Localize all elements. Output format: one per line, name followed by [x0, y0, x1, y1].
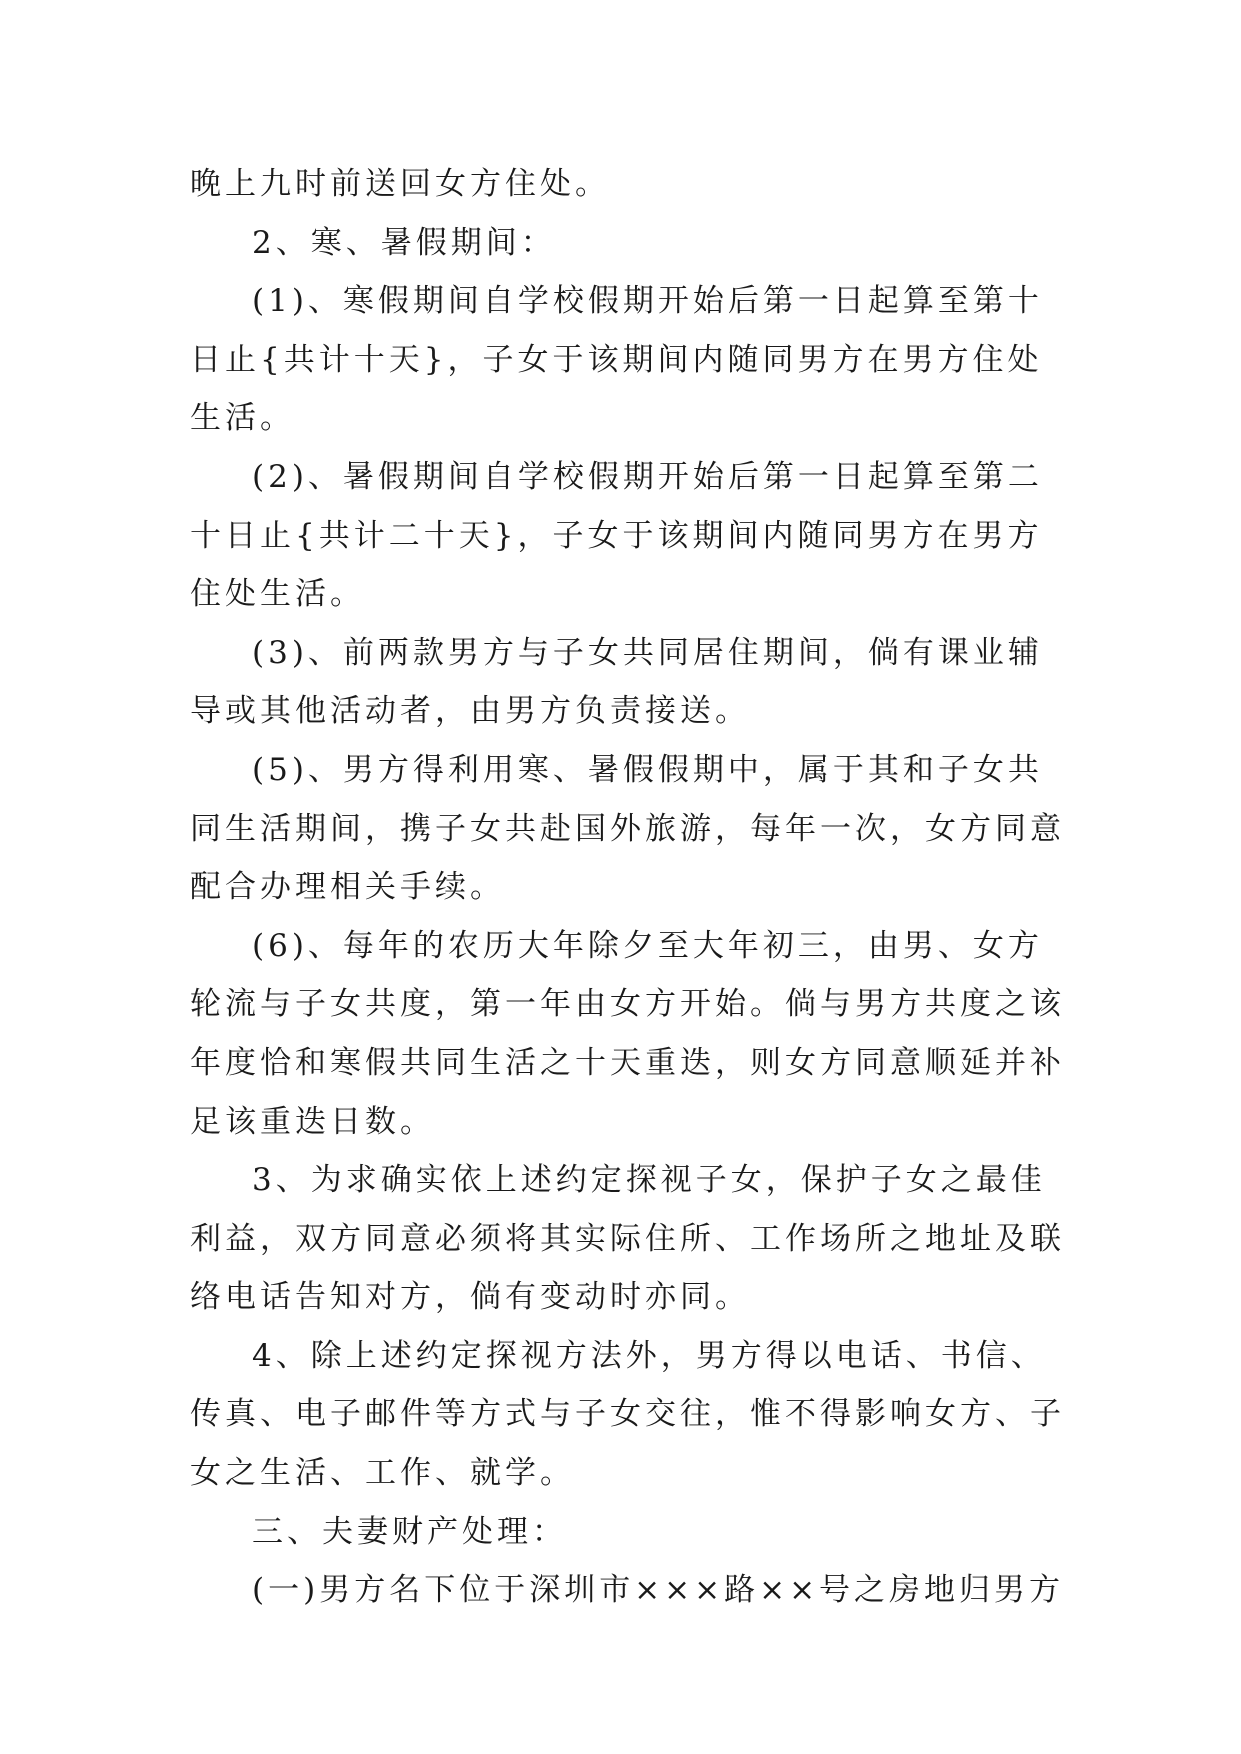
paragraph-pickup: (3)、前两款男方与子女共同居住期间，倘有课业辅导或其他活动者，由男方负责接送。: [190, 634, 1043, 730]
paragraph-other-contact: 4、除上述约定探视方法外，男方得以电话、书信、传真、电子邮件等方式与子女交往，惟不得影响女方、子女之生活、工作、就学。: [190, 1337, 1065, 1492]
document-body: [190, 155, 1070, 1620]
paragraph-lunar-new-year: (6)、每年的农历大年除夕至大年初三，由男、女方轮流与子女共度，第一年由女方开始。倘与男方共度之该年度恰和寒假共同生活之十天重迭，则女方同意顺延并补足该重迭日数。: [190, 927, 1065, 1140]
paragraph-continuation: 晚上九时前送回女方住处。: [190, 166, 610, 202]
paragraph-travel-abroad: (5)、男方得利用寒、暑假假期中，属于其和子女共同生活期间，携子女共赴国外旅游，每年一次，女方同意配合办理相关手续。: [190, 751, 1065, 906]
paragraph-winter-summer-heading: 2、寒、暑假期间：: [252, 224, 556, 261]
paragraph-property-item-1: (一)男方名下位于深圳市×××路××号之房地归男方: [252, 1572, 1065, 1609]
section-heading-property: 三、夫妻财产处理：: [252, 1513, 567, 1550]
paragraph-winter-vacation: (1)、寒假期间自学校假期开始后第一日起算至第十日止{共计十天}，子女于该期间内随同男方在男方住处生活。: [190, 283, 1043, 437]
paragraph-address-notice: 3、为求确实依上述约定探视子女，保护子女之最佳利益，双方同意必须将其实际住所、工作场所之地址及联络电话告知对方，倘有变动时亦同。: [190, 1162, 1065, 1316]
paragraph-summer-vacation: (2)、暑假期间自学校假期开始后第一日起算至第二十日止{共计二十天}，子女于该期间内随同男方在男方住处生活。: [190, 458, 1043, 613]
